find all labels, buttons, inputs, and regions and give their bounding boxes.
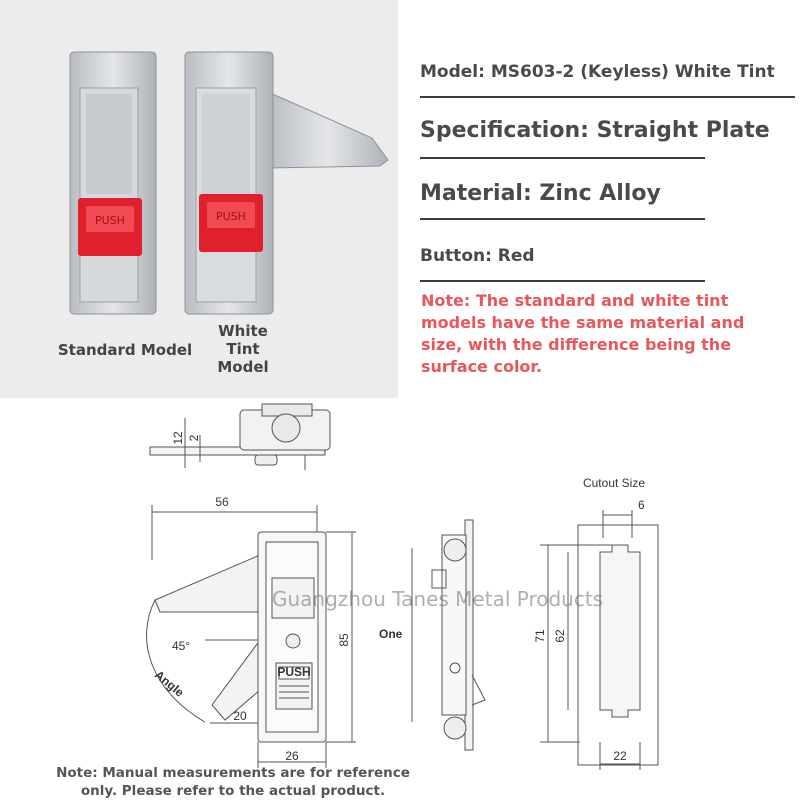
lock-handle [268,92,388,168]
color-note: Note: The standard and white tint models have the same material and size, with the difference being the surface color. [421,291,745,376]
cutout-title: Cutout Size [582,476,646,490]
white-caption-line-3: Model [217,358,269,376]
white-caption-line-1: White [218,322,268,340]
side-view [412,520,485,750]
product-photo [0,0,398,398]
material-divider [420,218,705,220]
angle-label: Angle [152,667,187,700]
dim-plate-thickness: 2 [187,434,201,442]
model-divider [420,96,795,98]
dim-cutout-22: 22 [613,749,627,763]
button-spec: Button: Red [420,246,535,266]
standard-push-text: PUSH [95,214,125,227]
side-view-label: One [379,627,403,641]
dim-cutout-71: 71 [533,629,547,643]
measurement-note: Note: Manual measurements are for reference only. Please refer to the actual product. [56,765,410,799]
drawing-push-label: PUSH [277,665,311,679]
model-spec: Model: MS603-2 (Keyless) White Tint [420,62,775,82]
standard-model-lock [70,52,156,314]
dim-width-26: 26 [285,749,299,763]
dim-cutout-6: 6 [638,498,645,512]
dim-height-85: 85 [337,633,351,647]
dim-total-height: 12 [171,431,185,445]
dim-offset-20: 20 [233,709,247,723]
standard-model-caption: Standard Model [57,341,193,359]
specification-divider [420,157,705,159]
white-caption-line-2: Tint [226,340,260,358]
white-tint-push-text: PUSH [216,210,246,223]
dim-angle: 45° [172,639,191,653]
specification-spec: Specification: Straight Plate [420,118,770,143]
white-tint-caption [198,322,288,376]
button-divider [420,280,705,282]
dim-cutout-62: 62 [553,629,567,643]
watermark: Guangzhou Tanes Metal Products [272,587,604,611]
front-view [147,505,356,768]
white-tint-lock [185,52,388,314]
dim-width-56: 56 [215,495,229,509]
material-spec: Material: Zinc Alloy [420,181,661,206]
